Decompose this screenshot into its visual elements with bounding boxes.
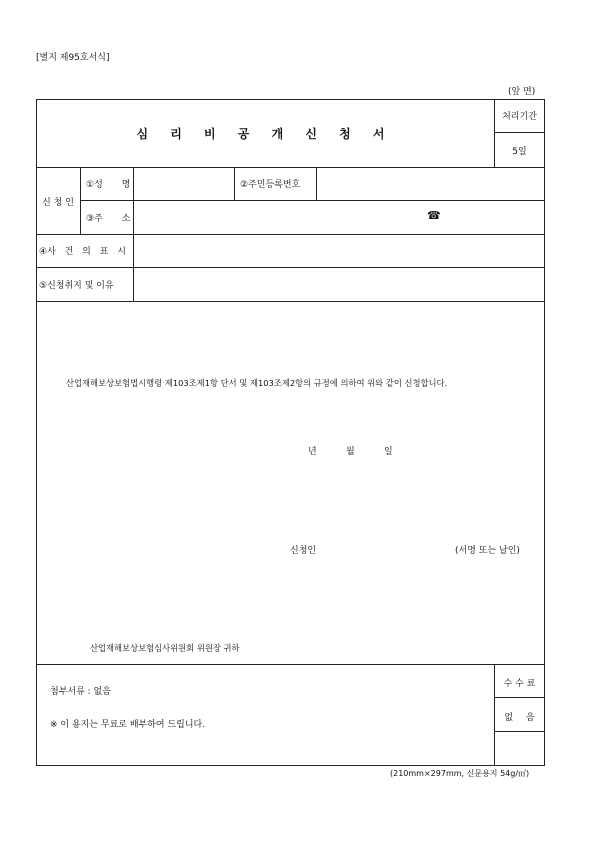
applicant-label: 신 청 인 — [42, 198, 74, 208]
address-field[interactable] — [137, 204, 420, 230]
attachments-note: 첨부서류 : 없음 — [50, 687, 111, 697]
case-label: ④사 건 의 표 시 — [39, 247, 126, 257]
reason-label: ⑤신청취지 및 이유 — [39, 281, 114, 291]
paper-spec: (210mm×297mm, 신문용지 54g/㎡) — [390, 769, 530, 778]
processing-period-value: 5일 — [512, 147, 527, 157]
addressee: 산업재해보상보험심사위원회 위원장 귀하 — [90, 643, 240, 653]
date-month-label: 월 — [346, 447, 355, 457]
page-side-label: (앞 면) — [508, 87, 536, 97]
applicant-sign-label: 신청인 — [290, 546, 317, 556]
resident-number-field[interactable] — [320, 171, 540, 197]
form-number-label: [별지 제95호서식] — [36, 53, 110, 63]
phone-field[interactable] — [444, 204, 540, 230]
statement-text: 산업재해보상보험법시행령 제103조제1항 단서 및 제103조제2항의 규정에 의하여 위와 같이 신청합니다. — [66, 378, 448, 388]
case-field[interactable] — [137, 238, 540, 264]
form-title: 심 리 비 공 개 신 청 서 — [136, 127, 394, 141]
date-year-label: 년 — [308, 447, 317, 457]
address-label: ③주 소 — [86, 214, 131, 224]
resident-number-label: ②주민등록번호 — [240, 180, 301, 190]
free-distribution-note: ※ 이 용지는 무료로 배부하여 드립니다. — [50, 720, 206, 730]
reason-field[interactable] — [137, 271, 540, 297]
name-label: ①성 명 — [86, 180, 131, 190]
fee-value: 없 음 — [504, 713, 535, 723]
name-field[interactable] — [137, 171, 230, 197]
phone-icon: ☎ — [427, 209, 441, 222]
fee-label: 수 수 료 — [503, 679, 536, 689]
processing-period-label: 처리기간 — [502, 112, 537, 122]
date-day-label: 일 — [384, 447, 393, 457]
sign-note: (서명 또는 날인) — [455, 546, 520, 556]
